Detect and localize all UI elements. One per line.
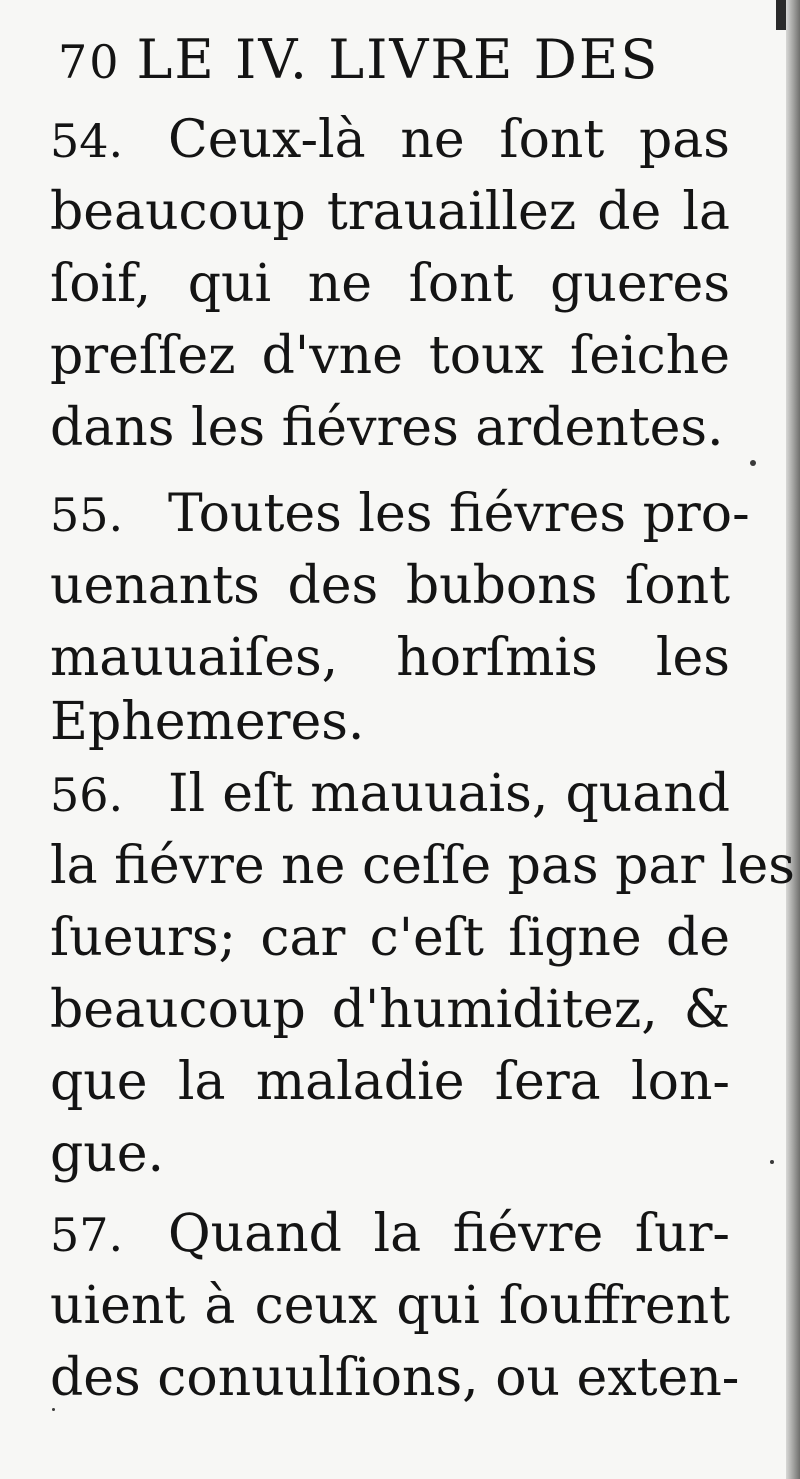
page-header <box>58 20 718 100</box>
paragraph-54-line-4 <box>50 320 730 392</box>
text-line: uenants des bubons ſont <box>50 556 730 616</box>
paragraph-number-56: 56. <box>50 768 124 822</box>
page-number: 70 <box>58 35 121 89</box>
paragraph-54-line-5 <box>50 392 730 464</box>
text-line: la fiévre ne ceſſe pas par les <box>50 836 795 896</box>
paragraph-56-line-3 <box>50 902 730 974</box>
text-line: que la maladie ſera lon- <box>50 1052 730 1112</box>
paragraph-56-line-1 <box>50 758 730 830</box>
paragraph-55-line-4 <box>50 686 730 758</box>
paragraph-54-line-3 <box>50 248 730 320</box>
paragraph-56-line-4 <box>50 974 730 1046</box>
text-line: Il eſt mauuais, quand <box>168 764 730 824</box>
text-line: beaucoup trauaillez de la <box>50 182 730 242</box>
paragraph-57-line-1 <box>50 1198 730 1270</box>
paragraph-number-55: 55. <box>50 488 124 542</box>
paragraph-55-line-2 <box>50 550 730 622</box>
paragraph-56-line-6 <box>50 1118 730 1190</box>
scan-speck <box>52 1408 55 1411</box>
paragraph-55-line-1 <box>50 478 750 550</box>
paragraph-number-54: 54. <box>50 114 124 168</box>
text-line: ſoif, qui ne ſont gueres <box>50 254 730 314</box>
text-line: Ceux-là ne ſont pas <box>168 110 730 170</box>
text-line: preſſez d'vne toux ſeiche <box>50 326 730 386</box>
text-line: beaucoup d'humiditez, & <box>50 980 730 1040</box>
scan-speck <box>750 460 756 466</box>
page-edge-shadow <box>786 0 800 1479</box>
text-line: uient à ceux qui ſouffrent <box>50 1276 730 1336</box>
scan-speck <box>770 1160 774 1164</box>
paragraph-56-line-5 <box>50 1046 730 1118</box>
page-edge-mark <box>776 0 786 30</box>
text-line: Ephemeres. <box>50 692 365 752</box>
text-line: Quand la fiévre ſur- <box>168 1204 730 1264</box>
paragraph-55-line-3 <box>50 622 730 694</box>
running-title: LE IV. LIVRE DES <box>136 28 660 91</box>
paragraph-56-line-2 <box>50 830 795 902</box>
text-line: ſueurs; car c'eſt ſigne de <box>50 908 730 968</box>
paragraph-number-57: 57. <box>50 1208 124 1262</box>
text-line: des conuulſions, ou exten- <box>50 1348 740 1408</box>
paragraph-54-line-1 <box>50 104 730 176</box>
text-line: Toutes les fiévres pro- <box>168 484 750 544</box>
text-line: dans les fiévres ardentes. <box>50 398 724 458</box>
paragraph-54-line-2 <box>50 176 730 248</box>
paragraph-57-line-3 <box>50 1342 740 1414</box>
text-line: gue. <box>50 1124 165 1184</box>
text-line: mauuaiſes, horſmis les <box>50 628 730 688</box>
paragraph-57-line-2 <box>50 1270 730 1342</box>
